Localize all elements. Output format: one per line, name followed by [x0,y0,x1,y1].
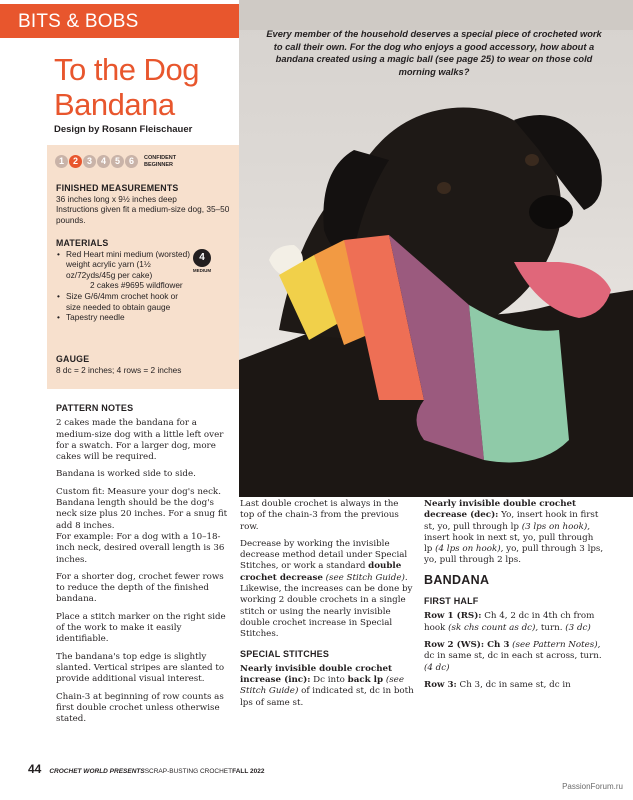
note-paragraph: Chain-3 at beginning of row counts as first double crochet unless otherwise stated. [56,691,224,725]
row-instruction: Row 2 (WS): Ch 3 (see Pattern Notes), dc in same st, dc in each st across, turn. (4 dc) [424,639,602,673]
footer-issue: FALL 2022 [232,768,265,775]
first-half-heading: FIRST HALF [424,596,479,607]
note-paragraph: 2 cakes made the bandana for a medium-size dog with a little left over for a swatch. For a larger dog, more cakes will be required. [56,418,224,463]
row-instruction: Row 1 (RS): Ch 4, 2 dc in 4th ch from hook (sk chs count as dc), turn. (3 dc) [424,611,595,633]
yarn-ball-icon: 4 [193,249,211,267]
column-3 [424,499,604,697]
skill-dot-6: 6 [125,155,138,168]
finished-heading: FINISHED MEASUREMENTS [56,183,179,193]
footer-publication: SCRAP-BUSTING CROCHET [144,768,233,775]
byline: Design by Rosann Fleischauer [54,124,193,135]
row-instruction: Row 3: Ch 3, dc in same st, dc in [424,679,571,690]
skill-level [55,155,176,168]
page-number: 44 [28,762,42,776]
photo-background-top [239,0,633,30]
special-stitches-heading: SPECIAL STITCHES [240,648,330,659]
skill-dot-5: 5 [111,155,124,168]
material-item: • Size G/6/4mm crochet hook or size needed to obtain gauge [56,291,191,312]
page-footer [28,762,265,776]
dog-tongue [514,262,611,318]
watermark: PassionForum.ru [562,782,623,791]
note-paragraph: Decrease by working the invisible decrease method detail under Special Stitches, or work a standard double crochet decrease (see Stitch Guide). Likewise, the increases can be done by working 2 double crochets in a single stitch or using the nearly invisible double crochet increase in Special Stitches. [240,538,413,640]
note-paragraph: Custom fit: Measure your dog's neck. Bandana length should be the dog's neck size plus 20 inches. For a snug fit add 8 inches. For example: For a dog with a 10–18-inch neck, desired overall length is 36 inches. [56,486,228,565]
skill-label: CONFIDENT BEGINNER [144,155,177,168]
gauge-heading: GAUGE [56,354,90,364]
materials [56,238,191,323]
material-subitem: 2 cakes #9695 wildflower [90,280,183,291]
materials-heading: MATERIALS [56,238,109,248]
note-paragraph: Place a stitch marker on the right side of the work to make it easily identifiable. [56,611,226,645]
materials-list [56,249,191,323]
photo-caption: Every member of the household deserves a special piece of crocheted work to call their own. For the dog who enjoys a good accessory, how about a bandana created using a magic ball (see page 25) to wear on those cold morning walks? [266,29,602,77]
material-item: • Tapestry needle [56,312,191,323]
column-1 [56,403,233,731]
finished-line1: 36 inches long x 9½ inches deep [56,193,177,204]
material-item: • Red Heart mini medium (worsted) weight acrylic yarn (1½ oz/72yds/45g per cake) 2 cakes #9695 wildflower [56,249,191,291]
note-paragraph: Last double crochet is always in the top of the chain-3 from the previous row. [240,499,399,532]
stitch-definition-inc: Nearly invisible double crochet increase (inc): Dc into back lp (see Stitch Guide) of indicated st, dc in both lps of same st. [240,663,414,708]
pattern-notes-heading: PATTERN NOTES [56,403,134,413]
skill-dot-3: 3 [83,155,96,168]
section-tab [0,4,239,38]
yarn-weight-icon [189,249,215,273]
yarn-weight-label: MEDIUM [192,268,212,273]
skill-dot-4: 4 [97,155,110,168]
skill-dot-1: 1 [55,155,68,168]
footer-brand: CROCHET WORLD PRESENTS [49,768,145,775]
page-title: To the Dog Bandana [54,52,199,122]
stitch-definition-dec: Nearly invisible double crochet decrease (dec): Yo, insert hook in first st, yo, pull through lp (3 lps on hook), insert hook in next st, yo, pull through lp (4 lps on hook), yo, pull through 3 lps, yo, pull through 2 lps. [424,499,604,566]
skill-dot-2: 2 [69,155,82,168]
column-2 [240,499,415,715]
finished-line2: Instructions given fit a medium-size dog, 35–50 pounds. [56,204,230,225]
finished-measurements [56,183,234,225]
note-paragraph: Bandana is worked side to side. [56,469,196,480]
info-box [47,145,239,389]
dog-eye-left [437,182,451,194]
bandana-heading: BANDANA [424,572,490,587]
section-label: BITS & BOBS [18,11,139,32]
note-paragraph: The bandana's top edge is slightly slanted. Vertical stripes are slanted to provide additional visual interest. [56,651,225,685]
gauge-text: 8 dc = 2 inches; 4 rows = 2 inches [56,364,182,375]
dog-eye-right [525,154,539,166]
dog-nose [529,195,573,229]
gauge [56,354,234,375]
note-paragraph: For a shorter dog, crochet fewer rows to reduce the depth of the finished bandana. [56,571,224,605]
